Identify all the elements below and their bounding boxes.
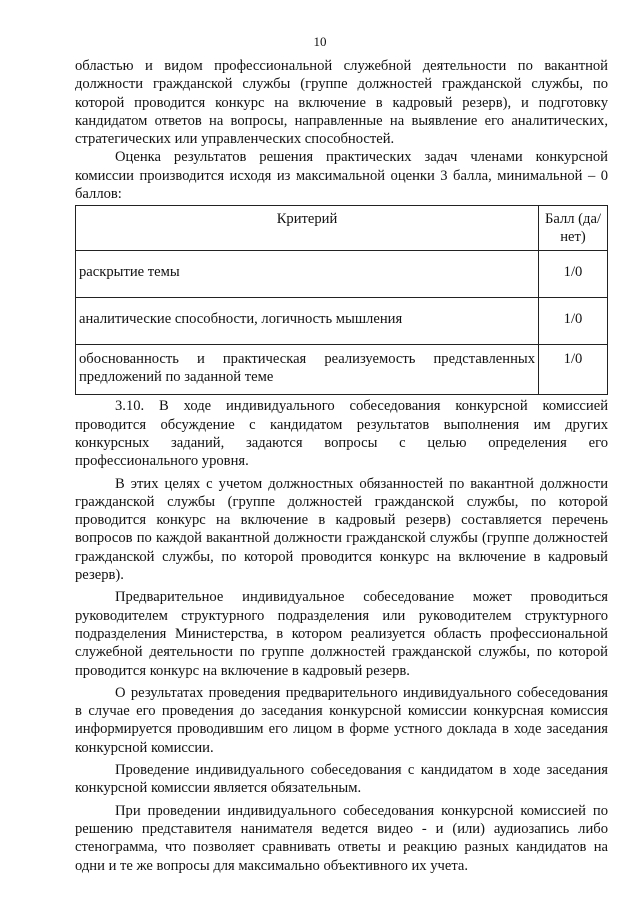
table-row [76,251,608,298]
paragraph-continuation: областью и видом профессиональной служебной деятельности по вакантной должности гражданской службы (группе должностей гражданской службы, по которой проводится конкурс на включение в кадровый резерв), и подготовку кандидатом ответов на вопросы, направленные на выявление его аналитических, стратегических или управленческих способностей. [75,58,608,148]
criteria-table [75,205,608,395]
page-number: 10 [313,34,327,49]
criterion-header: Критерий [76,206,539,251]
table-row [76,345,608,395]
paragraph-question-list: В этих целях с учетом должностных обязанностей по вакантной должности гражданской службы (группе должностей гражданской службы, по которой проводится конкурс на включение в кадровый резерв) составляется перечень вопросов по каждой вакантной должности гражданской службы (группе должностей гражданской службы, по которой проводится конкурс на включение в кадровый резерв). [75,475,608,584]
paragraph-scoring-intro: Оценка результатов решения практических задач членами конкурсной комиссии производится исходя из максимальной оценки 3 балла, минимальной – 0 баллов: [75,149,608,203]
document-body [75,57,608,875]
criterion-cell: аналитические способности, логичность мышления [76,298,539,345]
criterion-cell: обоснованность и практическая реализуемость представленных предложений по заданной теме [76,345,539,395]
criterion-cell: раскрытие темы [76,251,539,298]
table-row [76,298,608,345]
table-header-row [76,206,608,251]
score-cell: 1/0 [539,298,608,345]
paragraph-recording: При проведении индивидуального собеседования конкурсной комиссией по решению представителя нанимателя ведется видео - и (или) аудиозапись либо стенограмма, что позволяет сравнивать ответы и реакцию разных кандидатов на одни и те же вопросы для максимально объективного их учета. [75,802,608,874]
paragraph-mandatory-interview: Проведение индивидуального собеседования с кандидатом в ходе заседания конкурсной комиссии является обязательным. [75,762,608,797]
score-cell: 1/0 [539,251,608,298]
score-cell: 1/0 [539,345,608,395]
paragraph-3-10: 3.10. В ходе индивидуального собеседования конкурсной комиссией проводится обсуждение с кандидатом результатов выполнения им других конкурсных заданий, задаются вопросы с целью определения его профессионального уровня. [75,398,608,470]
paragraph-preliminary-interview: Предварительное индивидуальное собеседование может проводиться руководителем структурного подразделения или руководителем структурного подразделения Министерства, в котором реализуется область профессиональной служебной деятельности по группе должностей гражданской службы, по которой проводится конкурс на включение в кадровый резерв. [75,589,608,679]
paragraph-results-report: О результатах проведения предварительного индивидуального собеседования в случае его проведения до заседания конкурсной комиссии конкурсная комиссия информируется проводившим его лицом в форме устного доклада в ходе заседания конкурсной комиссии. [75,684,608,756]
score-header: Балл (да/нет) [539,206,608,251]
